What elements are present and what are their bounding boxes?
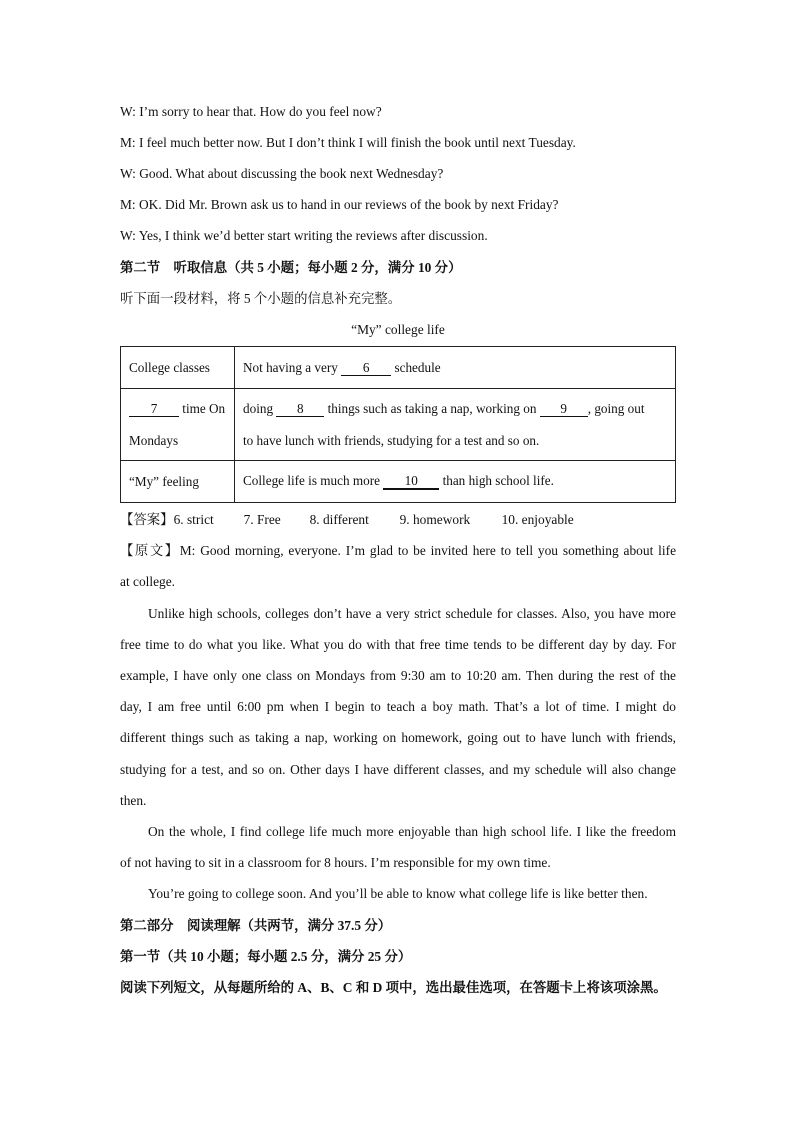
cell-text: College life is much more: [243, 473, 384, 488]
source-line: [120, 542, 676, 560]
part-heading: 第二部分 阅读理解（共两节，满分 37.5 分）: [120, 918, 392, 933]
blank-6: 6: [341, 361, 391, 376]
cell-text: schedule: [391, 359, 441, 375]
blank-10: 10: [383, 474, 439, 490]
table-row: [121, 461, 676, 503]
source-tag: 【原文】: [120, 543, 180, 558]
source-line: then.: [120, 793, 147, 808]
source-line: You’re going to college soon. And you’ll be able to know what college life is like better then.: [148, 886, 648, 901]
source-line: On the whole, I find college life much more enjoyable than high school life. I like the freedom: [148, 824, 676, 839]
dialog-line-2: M: I feel much better now. But I don’t think I will finish the book until next Tuesday.: [120, 135, 576, 150]
part-sub-heading: 第一节（共 10 小题；每小题 2.5 分，满分 25 分）: [120, 949, 412, 964]
table-cell: [235, 389, 676, 461]
source-line: Unlike high schools, colleges don’t have a very strict schedule for classes. Also, you have more: [148, 606, 676, 621]
row-label-classes: College classes: [129, 359, 210, 375]
section-heading: 第二节 听取信息（共 5 小题；每小题 2 分，满分 10 分）: [120, 260, 462, 275]
cell-text: things such as taking a nap, working on: [324, 400, 540, 416]
table-cell: [121, 389, 235, 461]
info-table: [120, 346, 676, 503]
answer-line: [120, 511, 574, 529]
answer-tag: 【答案】: [120, 512, 174, 527]
answer-item: 9. homework: [399, 512, 471, 527]
answer-item: 6. strict: [173, 512, 214, 527]
answer-item: 8. different: [309, 512, 369, 527]
cell-text: doing: [243, 400, 277, 416]
table-cell: [121, 347, 235, 389]
dialog-line-4: M: OK. Did Mr. Brown ask us to hand in our reviews of the book by next Friday?: [120, 197, 559, 212]
dialog-line-1: W: I’m sorry to hear that. How do you feel now?: [120, 104, 382, 119]
blank-9: 9: [540, 402, 588, 417]
blank-8: 8: [276, 402, 324, 417]
source-line: free time to do what you like. What you do with that free time tends to be different day by day. For: [120, 637, 676, 652]
source-line: of not having to sit in a classroom for 8 hours. I’m responsible for my own time.: [120, 855, 551, 870]
blank-7: 7: [129, 402, 179, 417]
cell-text: time On: [179, 400, 226, 416]
answer-item: 10. enjoyable: [501, 512, 574, 527]
row-label-feeling: “My” feeling: [129, 473, 199, 489]
cell-text: Mondays: [129, 432, 179, 448]
table-title: “My” college life: [351, 322, 445, 337]
dialog-line-5: W: Yes, I think we’d better start writing the reviews after discussion.: [120, 228, 488, 243]
cell-text: Not having a very: [243, 359, 342, 375]
source-text: M: Good morning, everyone. I’m glad to be invited here to tell you something about life: [179, 543, 677, 558]
dialog-line-3: W: Good. What about discussing the book next Wednesday?: [120, 166, 444, 181]
cell-text: to have lunch with friends, studying for a test and so on.: [243, 432, 540, 448]
table-row: [121, 347, 676, 389]
answer-item: 7. Free: [243, 512, 281, 527]
part-instruction: 阅读下列短文，从每题所给的 A、B、C 和 D 项中，选出最佳选项，在答题卡上将该项涂黑。: [120, 980, 667, 995]
source-line: at college.: [120, 574, 176, 589]
source-line: studying for a test, and so on. Other days I have different classes, and my schedule will also change: [120, 762, 676, 777]
cell-text: , going out: [587, 400, 645, 416]
section-instruction: 听下面一段材料，将 5 个小题的信息补充完整。: [120, 291, 402, 306]
table-cell: [121, 461, 235, 503]
table-cell: [235, 347, 676, 389]
source-line: day, I am free until 6:00 pm when I begin to teach a boy math. That’s a lot of time. I might do: [120, 699, 676, 714]
cell-text: than high school life.: [439, 473, 554, 488]
table-cell: [235, 461, 676, 503]
source-line: example, I have only one class on Mondays from 9:30 am to 10:20 am. Then during the rest of the: [120, 668, 676, 683]
table-row: [121, 389, 676, 461]
source-line: different things such as taking a nap, working on homework, going out to have lunch with friends,: [120, 730, 676, 745]
